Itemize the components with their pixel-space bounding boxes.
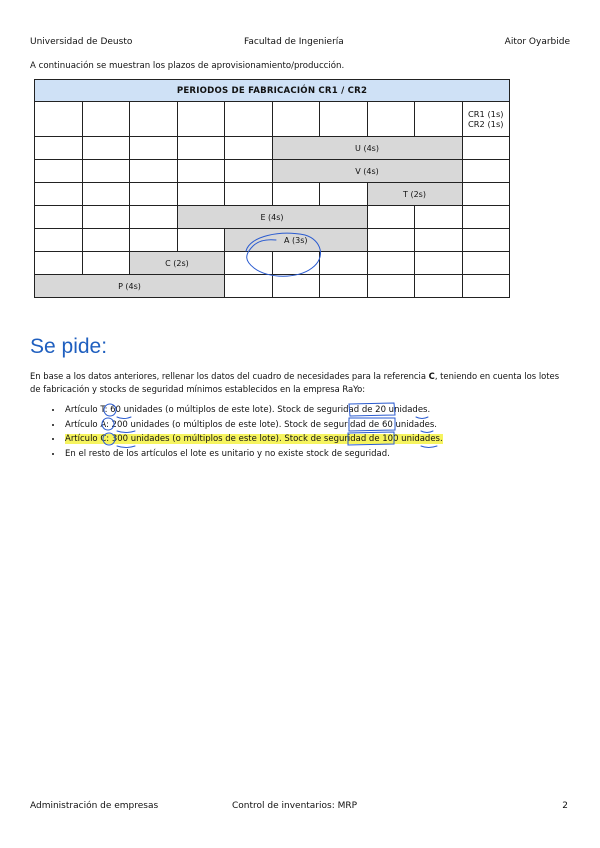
table-row [35, 137, 510, 160]
para-text-after: , teniendo en cuenta los lotes de fabricación y stocks de seguridad mínimos establecidos en la empresa RaYo: [30, 371, 560, 394]
bar-t: T (2s) [367, 183, 462, 206]
list-item [63, 403, 583, 418]
bar-u: U (4s) [272, 137, 462, 160]
table-title: PERIODOS DE FABRICACIÓN CR1 / CR2 [35, 80, 510, 102]
intro-text: A continuación se muestran los plazos de aprovisionamiento/producción. [30, 61, 345, 71]
table-row [35, 206, 510, 229]
list-item [63, 432, 583, 447]
item-t-text: Artículo T: 60 unidades (o múltiplos de este lote). Stock de seguridad de 20 unidades. [65, 405, 431, 415]
table-row [35, 275, 510, 298]
lead-time-table [34, 79, 510, 298]
header-university: Universidad de Deusto [30, 37, 133, 47]
bar-a: A (3s) [225, 229, 368, 252]
table-row [35, 160, 510, 183]
para-text-before: En base a los datos anteriores, rellenar los datos del cuadro de necesidades para la referencia [30, 371, 429, 381]
bar-p: P (4s) [35, 275, 225, 298]
list-item [63, 447, 583, 462]
requirements-list [46, 403, 583, 461]
task-paragraph [30, 370, 570, 395]
footer-subject: Administración de empresas [30, 801, 159, 811]
bar-c: C (2s) [130, 252, 225, 275]
item-a-text: Artículo A: 200 unidades (o múltiplos de este lote). Stock de seguridad de 60 unidades. [65, 419, 437, 430]
cr-cell [462, 102, 510, 137]
list-item [63, 418, 583, 433]
cr1-label: CR1 (1s) [467, 109, 504, 119]
table-row [35, 252, 510, 275]
table-row [35, 183, 510, 206]
section-title: Se pide: [30, 335, 108, 358]
bar-v: V (4s) [272, 160, 462, 183]
bar-e: E (4s) [177, 206, 367, 229]
item-rest-text: En el resto de los artículos el lote es unitario y no existe stock de seguridad. [65, 448, 390, 459]
item-c-text: Artículo C: 300 unidades (o múltiplos de este lote). Stock de seguridad de 100 unidades. [65, 434, 443, 444]
footer-topic: Control de inventarios: MRP [232, 801, 358, 811]
page-number: 2 [562, 801, 568, 811]
header-faculty: Facultad de Ingeniería [244, 37, 344, 47]
table-row [35, 229, 510, 252]
para-reference: C [428, 371, 435, 381]
table-row [35, 102, 510, 137]
cr2-label: CR2 (1s) [467, 119, 504, 129]
header-author: Aitor Oyarbide [504, 37, 570, 47]
